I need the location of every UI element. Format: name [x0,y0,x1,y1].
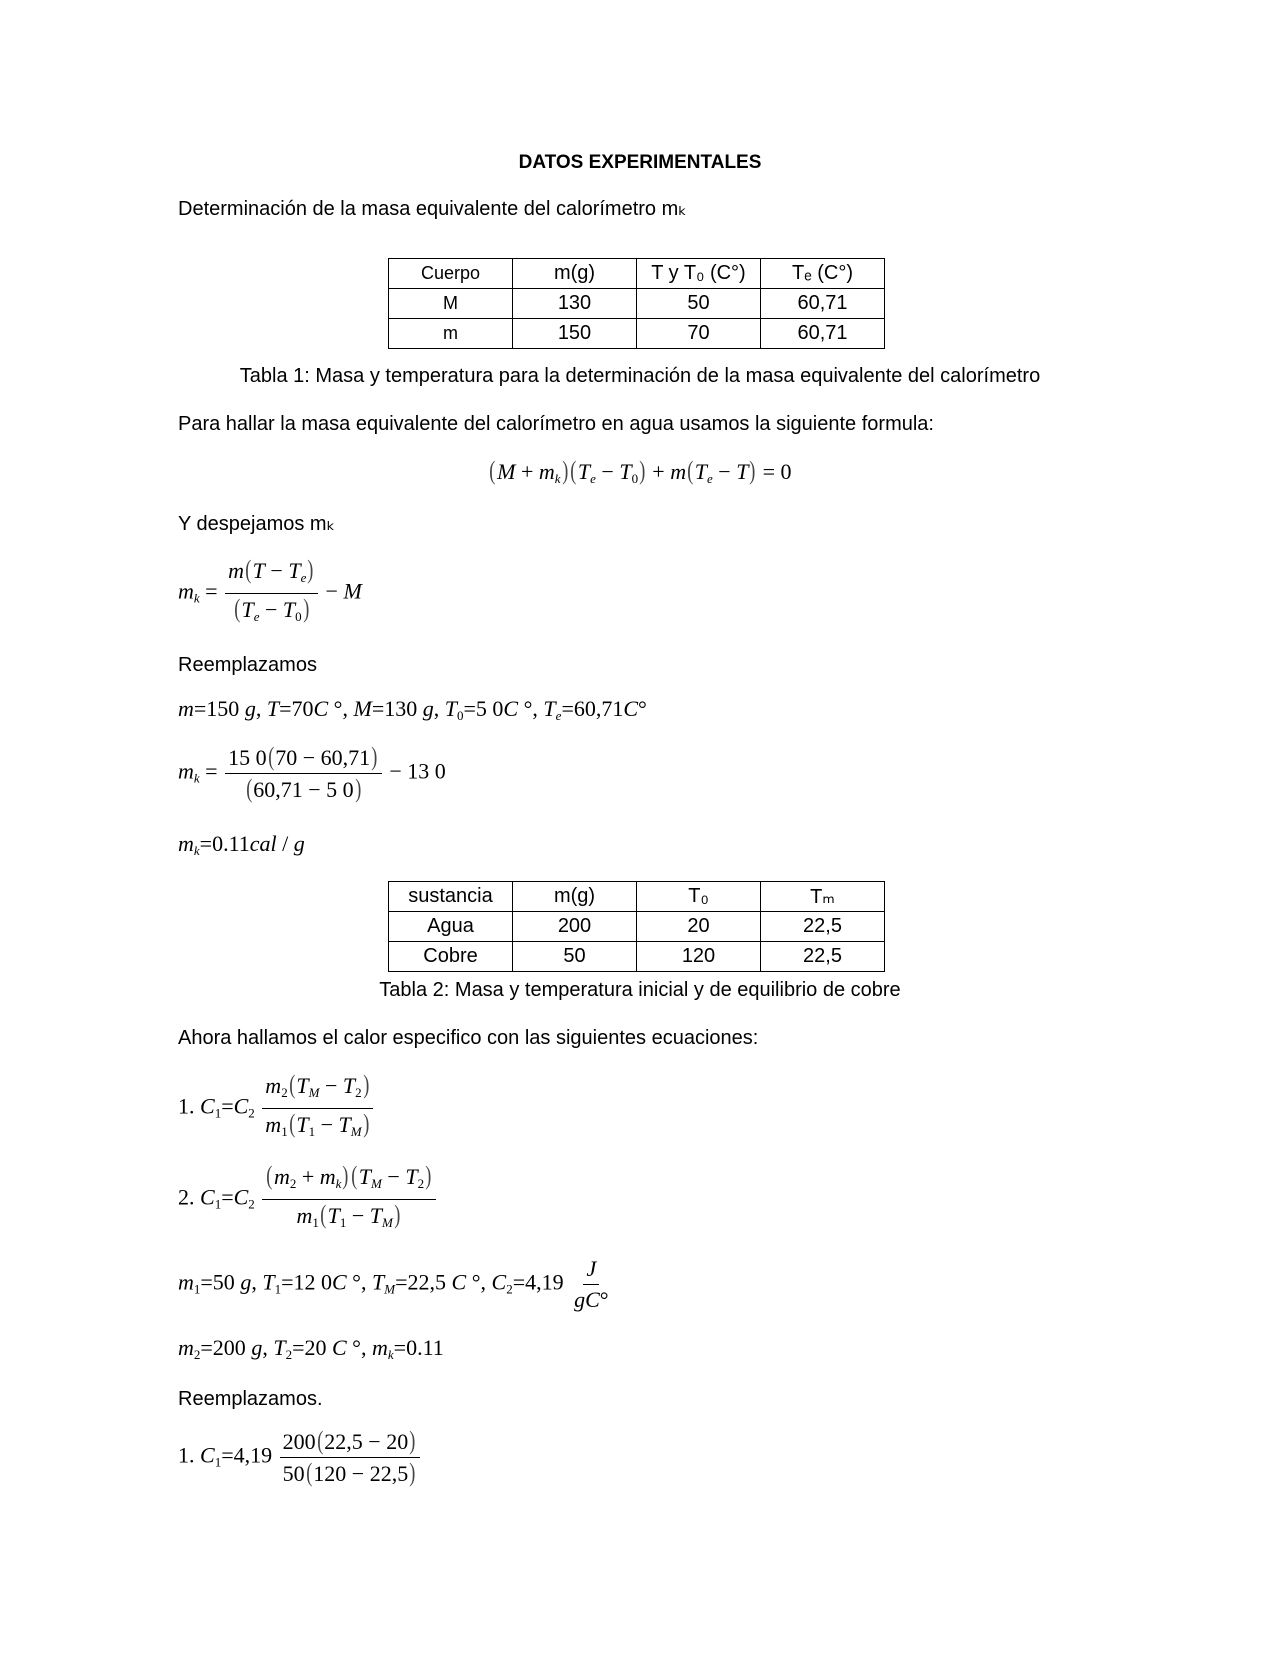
table-cell: 60,71 [761,289,885,319]
formula-c1-substituted: 1. $C_1=4,19$ $\frac{200(22,5 - 20)}{50(120 - 22,5)}$ [178,1428,422,1487]
formula-values-1: m=150 g, T=70C °, M=130 g, $T_0=5$ 0C °, $T_e=60,71C^\circ$ [178,696,647,723]
table-header-cell: m(g) [513,259,637,289]
table-cell: 60,71 [761,319,885,349]
table-cell: 150 [513,319,637,349]
mk-result-value: 0.11 [212,831,250,856]
table-cell: 22,5 [761,912,885,942]
table-cell: Agua [389,912,513,942]
table-cell: 70 [637,319,761,349]
table-row [389,912,885,942]
formula-values-3: $m_2=200$ g, $T_2=20$ C °, $m_k=0.11$ [178,1335,444,1362]
formula-mk-result: $m_k=0.11cal / g$ [178,831,305,858]
table-header-row [389,259,885,289]
formula-mk-substituted: $m_k$ = $\frac{15 0(70 - 60,71)}{(60,71 - 5 0)}$ − 13 0 [178,742,446,803]
formula-intro: Para hallar la masa equivalente del calorímetro en agua usamos la siguiente formula: [178,413,934,435]
table-cell: 200 [513,912,637,942]
table-1 [388,258,885,349]
formula-balance: $(M + m_k)$ $(T_e - T_0) + m(T_e - T) = 0$ [489,456,792,486]
intro-text: Determinación de la masa equivalente del calorímetro mₖ [178,198,687,220]
formula-mk: $m_k$ = $\frac{m(T - T_e)}{(T_e - T_0)}$ − M [178,555,362,624]
table-row [389,319,885,349]
reemplazamos-text: Reemplazamos [178,654,317,676]
page-title: DATOS EXPERIMENTALES [518,152,762,173]
table-header-cell: T y T₀ (C°) [637,259,761,289]
table-cell: 20 [637,912,761,942]
table-1-caption: Tabla 1: Masa y temperatura para la determinación de la masa equivalente del calorímetro [239,365,1041,387]
table-cell: 120 [637,942,761,972]
table-cell: 22,5 [761,942,885,972]
table-header-cell: Cuerpo [389,259,513,289]
formula-values-2: $m_1=50$ g, $T_1=12$ 0C °, $T_M=22,5$ C °, $C_2=4,19$ $\frac{J}{gC^\circ}$ [178,1256,609,1312]
reemplazamos-text-2: Reemplazamos. [178,1388,323,1410]
table-header-cell: m(g) [513,882,637,912]
table-cell: 50 [513,942,637,972]
formula-c1-v2: 2. $C_1=C_2$ $\frac{(m_2 + m_k) (T_M - T_2)}{m_1(T_1 - T_M)}$ [178,1163,438,1236]
table-header-cell: T₀ [637,882,761,912]
table-cell: M [389,289,513,319]
table-header-cell: Tₑ (C°) [761,259,885,289]
table-2-caption: Tabla 2: Masa y temperatura inicial y de equilibrio de cobre [379,979,901,1001]
table-cell: Cobre [389,942,513,972]
table-cell: 50 [637,289,761,319]
table-cell: 130 [513,289,637,319]
table-row [389,289,885,319]
table-header-cell: sustancia [389,882,513,912]
despejamos-text: Y despejamos mₖ [178,513,336,535]
table-cell: m [389,319,513,349]
table-2 [388,881,885,972]
formula-c1-v1: 1. $C_1=C_2$ $\frac{m_2(T_M - T_2)}{m_1(T_1 - T_M)}$ [178,1072,375,1145]
table-header-cell: Tₘ [761,882,885,912]
table-header-row [389,882,885,912]
table-row [389,942,885,972]
ahora-text: Ahora hallamos el calor especifico con las siguientes ecuaciones: [178,1027,759,1049]
